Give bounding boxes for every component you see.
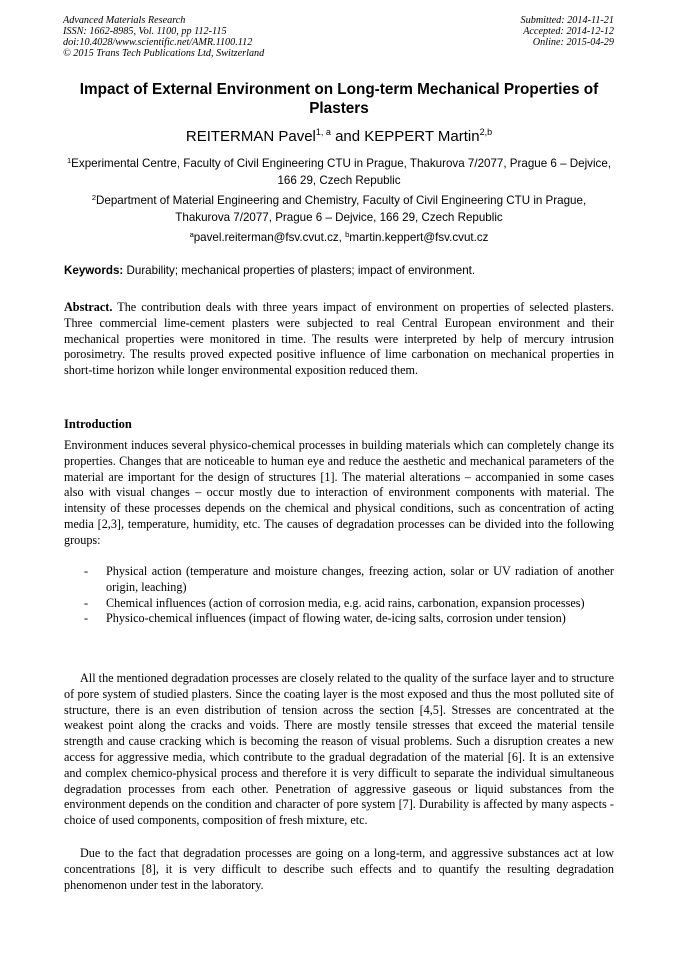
abstract-label: Abstract. bbox=[64, 300, 113, 314]
keywords-label: Keywords: bbox=[64, 264, 124, 277]
author-line bbox=[60, 128, 618, 146]
journal-copyright: © 2015 Trans Tech Publications Ltd, Switzerland bbox=[63, 48, 265, 59]
keywords-text: Durability; mechanical properties of plasters; impact of environment. bbox=[123, 264, 476, 277]
list-marker: - bbox=[84, 611, 89, 626]
affiliation-text: Experimental Centre, Faculty of Civil Engineering CTU in Prague, Thakurova 7/2077, Prague 6 – Dejvice, 166 29, Czech Republic bbox=[71, 157, 611, 187]
body-paragraph: Due to the fact that degradation processes are going on a long-term, and aggressive substances act at low concentrations [8], it is very difficult to describe such effects and to quantify the resulting degradation phenomenon under test in the laboratory. bbox=[64, 846, 614, 892]
journal-doi: doi:10.4028/www.scientific.net/AMR.1100.112 bbox=[63, 37, 253, 48]
list-item-text: Physical action (temperature and moisture changes, freezing action, solar or UV radiation of another origin, leaching) bbox=[106, 564, 614, 594]
submitted-date: Submitted: 2014-11-21 bbox=[520, 15, 614, 26]
list-item-text: Chemical influences (action of corrosion media, e.g. acid rains, carbonation, expansion processes) bbox=[106, 595, 585, 610]
author-affiliation-mark: 1, a bbox=[315, 127, 331, 137]
affiliation-1 bbox=[66, 156, 612, 189]
list-item-text: Physico-chemical influences (impact of flowing water, de-icing salts, corrosion under tension) bbox=[106, 611, 566, 626]
keywords bbox=[64, 263, 616, 279]
degradation-list bbox=[84, 564, 614, 627]
author-connector: and bbox=[330, 128, 365, 145]
journal-info bbox=[63, 15, 264, 59]
abstract-text: The contribution deals with three years impact of environment on properties of selected plasters. Three commercial lime-cement plasters were subjected to real Central European environment and their mechanical properties were monitored in time. The results were interpreted by help of mercury intrusion porosimetry. The results proved expected positive influence of lime carbonation on mechanical properties in short-time horizon while longer environmental exposition reduced them. bbox=[64, 300, 614, 378]
affiliation-mark: 1 bbox=[67, 156, 72, 165]
list-item bbox=[84, 596, 614, 612]
journal-name: Advanced Materials Research bbox=[63, 15, 186, 26]
email-mark: a bbox=[189, 230, 194, 239]
body-paragraph: Environment induces several physico-chemical processes in building materials which can completely change its properties. Changes that are noticeable to human eye and reduce the aesthetic and mechanical parameters of the material are important for the design of structures [1]. The material alterations – accompanied in some cases also with visual changes – occur mostly due to interaction of environment components with material. The intensity of these processes depends on the chemical and physical conditions, such as concentration of acting media [2,3], temperature, humidity, etc. The causes of degradation processes can be divided into the following groups: bbox=[64, 438, 614, 547]
author-name: KEPPERT Martin bbox=[364, 128, 480, 145]
paper-title: Impact of External Environment on Long-term Mechanical Properties of Plasters bbox=[79, 81, 599, 117]
journal-issn: ISSN: 1662-8985, Vol. 1100, pp 112-115 bbox=[63, 26, 227, 37]
email-link[interactable]: pavel.reiterman@fsv.cvut.cz bbox=[193, 231, 339, 244]
email-separator: , bbox=[338, 231, 346, 244]
author-emails bbox=[66, 230, 612, 246]
accepted-date: Accepted: 2014-12-12 bbox=[523, 26, 614, 37]
body-paragraph: All the mentioned degradation processes are closely related to the quality of the surface layer and to structure of pore system of studied plasters. Since the coating layer is the most exposed and thus the most polluted site of structure, there is an even distribution of tension across the section [4,5]. Stresses are concentrated at the weakest point along the cracks and voids. There are mostly tensile stresses that exceed the material tensile strength and cause cracking which is becoming the reason of visual problems. Such a disruption creates a new access for aggressive media, which contribute to the gradual degradation of the material [6]. It is an extensive and complex chemico-physical process and therefore it is very difficult to separate the individual simultaneous degradation processes from each other. Penetration of aggressive gaseous or liquid substances from the environment depends on the condition and character of pore system [7]. Durability is affected by many aspects - choice of used components, composition of fresh mixture, etc. bbox=[64, 671, 614, 828]
list-item bbox=[84, 611, 614, 627]
affiliation-text: Department of Material Engineering and Chemistry, Faculty of Civil Engineering CTU in Prague, Thakurova 7/2077, Prague 6 – Dejvice, 166 29, Czech Republic bbox=[96, 194, 587, 224]
author-name: REITERMAN Pavel bbox=[185, 128, 316, 145]
list-marker: - bbox=[84, 595, 89, 610]
email-mark: b bbox=[345, 230, 350, 239]
list-marker: - bbox=[84, 564, 89, 578]
abstract bbox=[64, 300, 614, 379]
affiliation-mark: 2 bbox=[91, 193, 96, 202]
section-heading: Introduction bbox=[64, 417, 132, 431]
list-item bbox=[84, 564, 614, 596]
author-affiliation-mark: 2,b bbox=[479, 127, 493, 137]
affiliation-2 bbox=[66, 193, 612, 226]
email-link[interactable]: martin.keppert@fsv.cvut.cz bbox=[349, 231, 489, 244]
submission-dates bbox=[521, 15, 614, 48]
online-date: Online: 2015-04-29 bbox=[532, 37, 614, 48]
